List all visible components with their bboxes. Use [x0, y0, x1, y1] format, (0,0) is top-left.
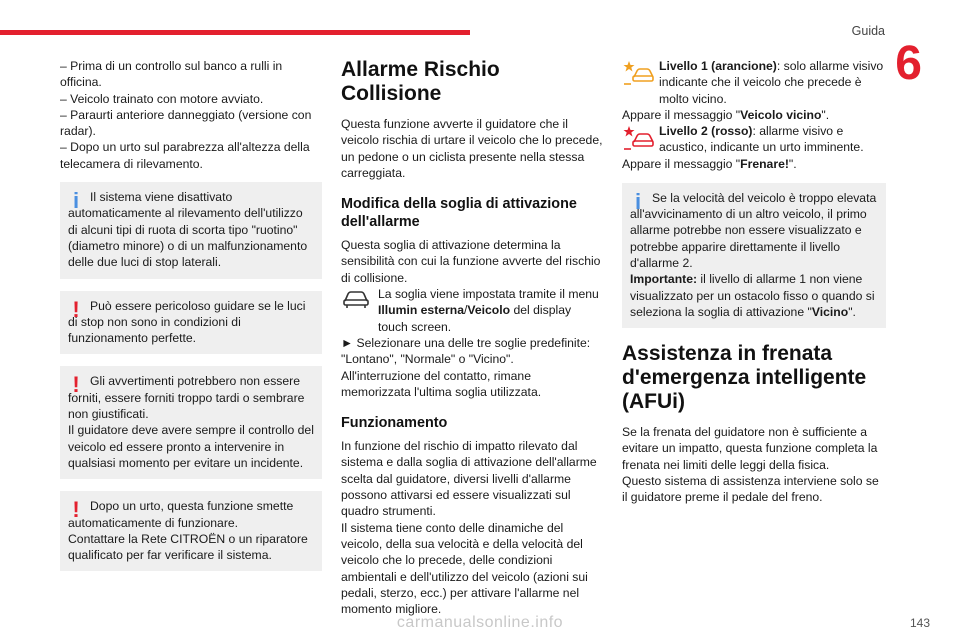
menu-instruction [341, 286, 603, 335]
bullet-item: – Paraurti anteriore danneggiato (versione con radar). [60, 107, 312, 139]
menu-text-bold: Illumin esterna [378, 303, 465, 318]
important-text: il livello di allarme 1 non viene visualizzato per un ostacolo fisso o quando si seleziona la soglia di attivazione " [630, 272, 875, 319]
menu-text-post: del display touch screen. [378, 303, 572, 334]
important-label: Importante: [630, 272, 698, 287]
column-2 [341, 58, 603, 617]
body-text: In funzione del rischio di impatto rilevato dal sistema e dalla soglia di attivazione dell'allarme scelta dal guidatore, diversi livelli d'allarme possono attivarsi ed essere visualizzati sul quadro strumenti. [341, 439, 597, 519]
info-icon: i [634, 188, 642, 214]
warning-box [60, 491, 322, 571]
important-bold: Vicino [811, 304, 849, 319]
bullet-item: – Dopo un urto sul parabrezza all'altezza della telecamera di rilevamento. [60, 140, 310, 171]
alert-level-2 [622, 123, 886, 156]
intro-text: Questa funzione avverte il guidatore che il veicolo rischia di urtare il veicolo che lo precede, un pedone o un ciclista presente nella stessa carreggiata. [341, 117, 603, 180]
message-pre: Appare il messaggio " [622, 157, 741, 172]
info-box-text: Il sistema viene disattivato automaticamente al rilevamento dell'utilizzo di alcuni tipi di ruota di scorta tipo "ruotino" (diametro minore) o di un malfunzionamento delle due luci di stop laterali. [68, 190, 308, 270]
section-title: Assistenza in frenata d'emergenza intelligente (AFUi) [622, 342, 867, 414]
message-bold: Frenare! [740, 157, 789, 172]
body-text: Il sistema tiene conto delle dinamiche del veicolo, della sua velocità e della velocità del veicolo che lo precede, delle condizioni ambientali e dell'utilizzo del veicolo (azioni sui pedali, sterzo, ecc.) per attivare l'allarme nel momento migliore. [341, 520, 588, 617]
level-2-message [622, 156, 886, 172]
level-1-label: Livello 1 (arancione) [659, 59, 777, 73]
warning-text: Contattare la Rete CITROËN o un riparatore qualificato per far verificare il sistema. [68, 531, 308, 563]
important-end: ". [848, 304, 856, 319]
column-1 [60, 58, 322, 583]
warning-box [60, 291, 322, 355]
car-menu-icon [341, 287, 373, 313]
bullet-item: – Veicolo trainato con motore avviato. [60, 91, 264, 106]
menu-text-bold: Veicolo [467, 303, 511, 318]
info-icon: i [72, 188, 80, 214]
chapter-number: 6 [895, 37, 922, 90]
select-instruction: ► Selezionare una delle tre soglie predefinite: "Lontano", "Normale" o "Vicino". [341, 335, 591, 367]
collision-alert-orange-icon [622, 59, 654, 91]
level-1-text: : solo allarme visivo indicante che il veicolo che precede è molto vicino. [659, 59, 884, 106]
message-bold: Veicolo vicino [740, 107, 822, 122]
level-2-label: Livello 2 (rosso) [659, 124, 753, 139]
body-text: Se la frenata del guidatore non è sufficiente a evitare un impatto, questa funzione completa la frenata nei limiti delle leggi della fisica. [622, 425, 878, 472]
subsection-title: Funzionamento [341, 415, 448, 432]
info-box [60, 182, 322, 278]
level-1-message [622, 107, 886, 123]
bullet-item: – Prima di un controllo sul banco a rulli in officina. [60, 59, 283, 90]
collision-alert-red-icon [622, 124, 654, 156]
warning-text: Gli avvertimenti potrebbero non essere forniti, essere forniti troppo tardi o sembrare non giustificati. [68, 374, 305, 422]
info-box [622, 183, 886, 328]
warning-icon: ! [72, 497, 80, 523]
page-number: 143 [909, 616, 930, 630]
message-pre: Appare il messaggio " [622, 107, 741, 122]
warning-text: Dopo un urto, questa funzione smette automaticamente di funzionare. [68, 499, 294, 530]
warning-box [60, 366, 322, 479]
header-red-bar [0, 30, 470, 35]
message-post: ". [821, 107, 830, 122]
info-box-text: Se la velocità del veicolo è troppo elevata all'avvicinamento di un altro veicolo, il primo allarme potrebbe non essere visualizzato e potrebbe apparire direttamente il livello d'allarme 2. [630, 190, 877, 270]
section-name: Guida [851, 24, 885, 38]
subsection-title: Modifica della soglia di attivazione dell'allarme [341, 196, 577, 231]
alert-level-1 [622, 58, 886, 107]
section-title: Allarme Rischio Collisione [341, 58, 500, 105]
level-2-text: : allarme visivo e acustico, indicante un urto imminente. [659, 124, 864, 155]
warning-icon: ! [72, 296, 80, 322]
info-box-important [630, 271, 878, 320]
menu-text-slash: / [464, 303, 468, 318]
message-post: ". [788, 157, 797, 172]
memory-note: All'interruzione del contatto, rimane memorizzata l'ultima soglia utilizzata. [341, 368, 542, 399]
warning-icon: ! [72, 372, 80, 398]
body-text: Questo sistema di assistenza interviene solo se il guidatore preme il pedale del freno. [622, 474, 879, 505]
menu-text-pre: La soglia viene impostata tramite il menu [378, 287, 599, 302]
warning-text: Il guidatore deve avere sempre il controllo del veicolo ed essere pronto a intervenire in qualsiasi momento per evitare un incidente. [68, 423, 314, 470]
watermark: carmanualsonline.info [396, 614, 564, 631]
column-3 [622, 58, 886, 506]
body-text: Questa soglia di attivazione determina la sensibilità con cui la funzione avverte del rischio di collisione. [341, 238, 601, 285]
warning-text: Può essere pericoloso guidare se le luci di stop non sono in condizioni di funzionamento perfette. [68, 298, 306, 346]
